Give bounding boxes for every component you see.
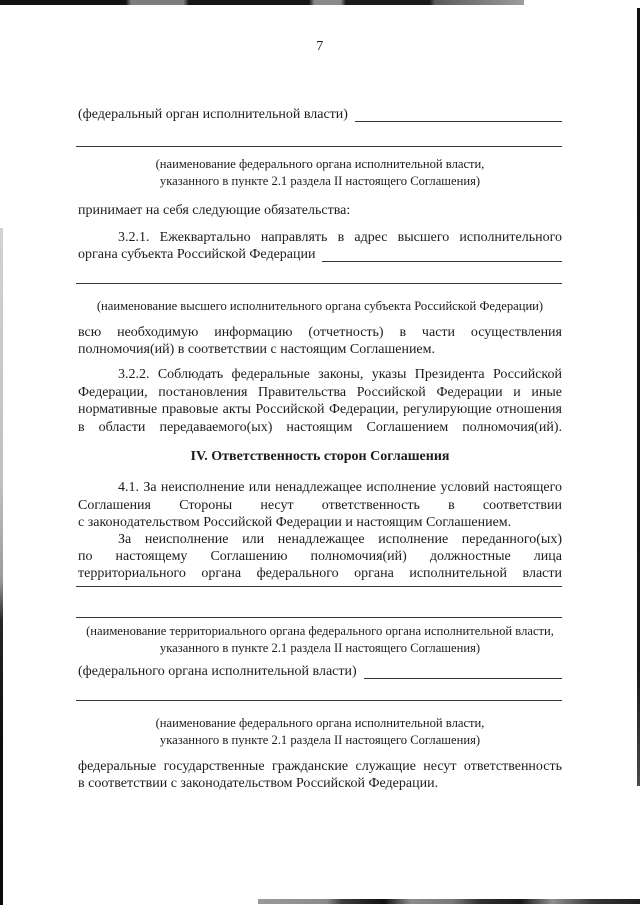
closing-line1: федеральные государственные гражданские служащие несут ответственность bbox=[78, 759, 562, 774]
clause-3-2-1-line1: 3.2.1. Ежеквартально направлять в адрес высшего исполнительного bbox=[118, 230, 562, 245]
blank-underline bbox=[355, 121, 562, 122]
scan-edge-bottom bbox=[258, 899, 640, 904]
clause-4-1-cont-line2: по настоящему Соглашению полномочия(ий) должностные лица bbox=[78, 549, 562, 564]
blank-rule bbox=[76, 146, 562, 147]
caption-line: (наименование территориального органа федерального органа исполнительной власти, bbox=[86, 624, 554, 638]
field-federal-exec-authority-2 bbox=[78, 663, 562, 681]
clause-4-1-cont-line1: За неисполнение или ненадлежащее исполнение переданного(ых) bbox=[118, 532, 562, 547]
field-label: (федерального органа исполнительной власти) bbox=[78, 664, 357, 679]
blank-rule bbox=[76, 617, 562, 618]
blank-rule bbox=[76, 700, 562, 701]
caption-line: указанного в пункте 2.1 раздела II настоящего Соглашения) bbox=[159, 733, 481, 747]
scan-edge-top bbox=[0, 0, 524, 5]
caption-supreme-exec-body bbox=[70, 298, 570, 315]
clause-3-2-1-cont-line2: полномочия(ий) в соответствии с настоящим Соглашением. bbox=[78, 342, 436, 357]
clause-4-1-line3: с законодательством Российской Федерации и настоящим Соглашением. bbox=[78, 515, 512, 530]
clause-3-2-2-line2: Федерации, постановления Правительства Российской Федерации и иные bbox=[78, 385, 562, 400]
clause-3-2-1-line2 bbox=[78, 246, 562, 264]
blank-rule bbox=[76, 283, 562, 284]
caption-line: (наименование федерального органа исполнительной власти, bbox=[155, 157, 485, 171]
field-label: (федеральный орган исполнительной власти) bbox=[78, 107, 348, 122]
blank-underline bbox=[364, 678, 562, 679]
paragraph-obligations-intro: принимает на себя следующие обязательства: bbox=[78, 203, 351, 218]
caption-territorial-body bbox=[70, 623, 570, 657]
caption-federal-authority-bottom bbox=[70, 715, 570, 749]
blank-underline bbox=[322, 261, 562, 262]
caption-line: указанного в пункте 2.1 раздела II настоящего Соглашения) bbox=[159, 174, 481, 188]
clause-3-2-2-line3: нормативные правовые акты Российской Федерации, регулирующие отношения bbox=[78, 402, 562, 417]
closing-line2: в соответствии с законодательством Российской Федерации. bbox=[78, 776, 439, 791]
clause-3-2-1-cont-line1: всю необходимую информацию (отчетность) в части осуществления bbox=[78, 325, 562, 340]
field-label: органа субъекта Российской Федерации bbox=[78, 247, 316, 262]
page-number: 7 bbox=[316, 39, 324, 54]
clause-4-1-line1: 4.1. За неисполнение или ненадлежащее исполнение условий настоящего bbox=[118, 480, 562, 495]
caption-federal-authority-top bbox=[70, 156, 570, 190]
caption-line: указанного в пункте 2.1 раздела II настоящего Соглашения) bbox=[159, 641, 481, 655]
clause-4-1-cont-line3: территориального органа федерального органа исполнительной власти bbox=[78, 566, 562, 581]
clause-3-2-2-line1: 3.2.2. Соблюдать федеральные законы, указы Президента Российской bbox=[118, 367, 562, 382]
field-federal-exec-authority bbox=[78, 106, 562, 124]
clause-3-2-2-line4: в области передаваемого(ых) настоящим Соглашением полномочия(ий). bbox=[78, 420, 562, 435]
caption-line: (наименование высшего исполнительного органа субъекта Российской Федерации) bbox=[96, 299, 544, 313]
caption-line: (наименование федерального органа исполнительной власти, bbox=[155, 716, 485, 730]
clause-4-1-line2: Соглашения Стороны несут ответственность в соответствии bbox=[78, 498, 562, 513]
scan-edge-left bbox=[0, 228, 3, 905]
blank-rule bbox=[76, 586, 562, 587]
section-heading-responsibility: IV. Ответственность сторон Соглашения bbox=[190, 449, 450, 464]
